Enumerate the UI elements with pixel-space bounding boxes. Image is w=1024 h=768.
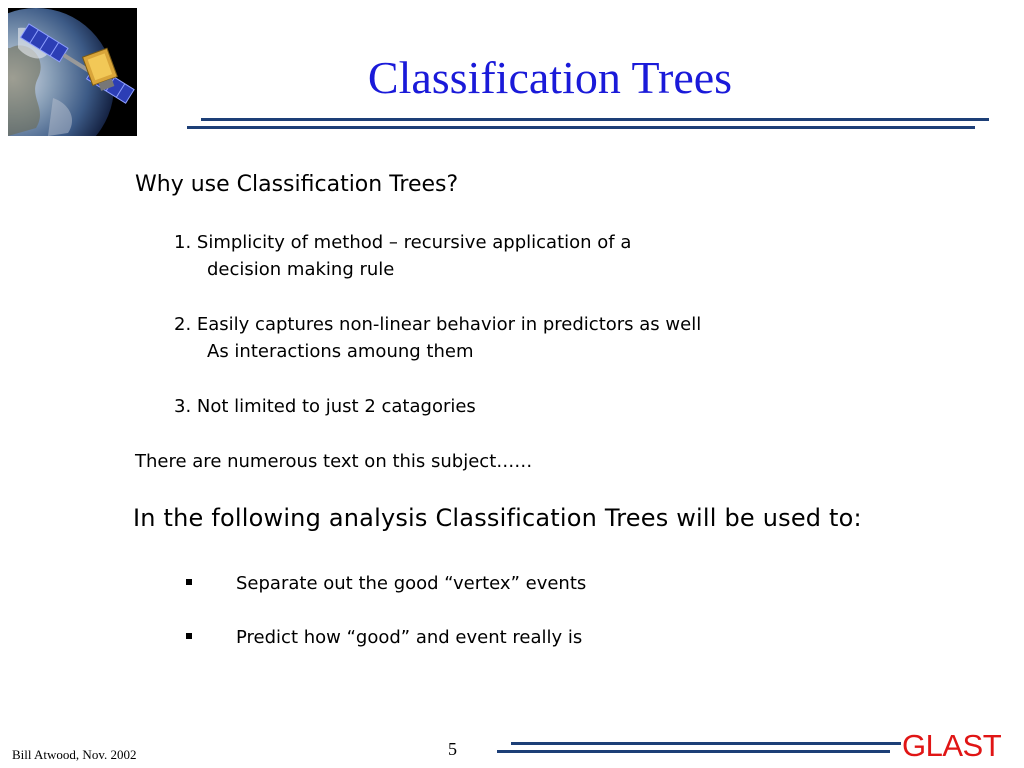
analysis-lead: In the following analysis Classification Trees will be used to:: [133, 504, 862, 532]
bullet-item-1: Separate out the good “vertex” events: [236, 573, 587, 594]
title-rule-bottom: [187, 126, 975, 129]
footer-rule-bottom: [497, 750, 890, 753]
square-bullet-icon: [186, 579, 192, 585]
footer-rule-top: [511, 742, 901, 745]
page-number: 5: [448, 739, 457, 759]
title-rule-top: [201, 118, 989, 121]
square-bullet-icon: [186, 633, 192, 639]
slide-title: Classification Trees: [367, 52, 733, 103]
reason-1-line-1: 1. Simplicity of method – recursive application of a: [174, 232, 632, 253]
satellite-logo: [8, 8, 137, 136]
satellite-earth-image: [8, 8, 137, 136]
reason-3-line-1: 3. Not limited to just 2 catagories: [174, 396, 476, 417]
reason-1-line-2: decision making rule: [207, 259, 395, 280]
bullet-item-2: Predict how “good” and event really is: [236, 627, 583, 648]
reason-2-line-1: 2. Easily captures non-linear behavior in predictors as well: [174, 314, 702, 335]
question-heading: Why use Classification Trees?: [135, 172, 459, 197]
subject-note: There are numerous text on this subject……: [135, 451, 533, 472]
glast-brand-logo: GLAST: [902, 728, 1002, 763]
footer-author-date: Bill Atwood, Nov. 2002: [12, 747, 137, 762]
reason-2-line-2: As interactions amoung them: [207, 341, 474, 362]
